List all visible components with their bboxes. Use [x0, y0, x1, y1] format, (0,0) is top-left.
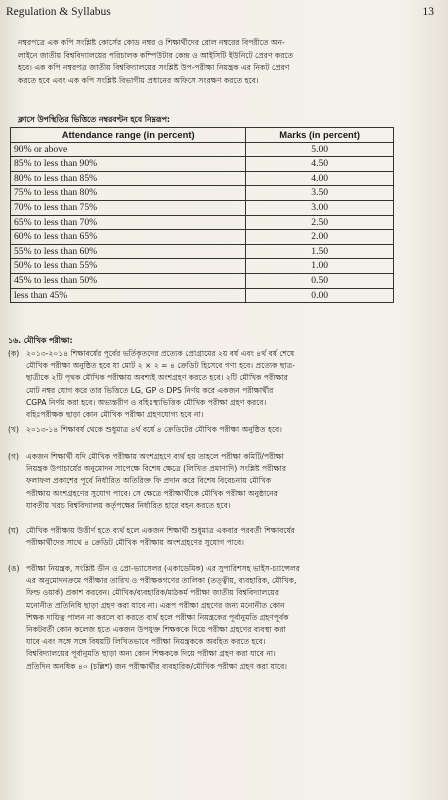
table-row [11, 186, 394, 201]
intro-paragraph [18, 37, 426, 87]
item-text [26, 424, 428, 436]
item-line: মোট নম্বর যোগ করে তার ভিত্তিতে LG, GP ও DPS নির্ণয় করে একজন পরীক্ষার্থীর [26, 385, 274, 395]
attendance-marks-table [10, 127, 394, 303]
table-caption: ক্লাসে উপস্থিতির ভিত্তিতে নম্বরবণ্টন হবে নিম্নরূপ: [18, 115, 171, 124]
table-row [11, 230, 394, 245]
item-line: পরীক্ষার্থীদের সাথে ৪ ক্রেডিট মৌখিক পরীক্ষায় অংশগ্রহণের সুযোগ পাবে। [26, 538, 245, 548]
attendance-range-cell: less than 45% [11, 288, 246, 303]
marks-cell: 3.00 [246, 200, 394, 215]
item-line: যাবতীয় খরচ বিশ্ববিদ্যালয় কর্তৃপক্ষের নির্ধারিত হারে বহন করতে হবে। [26, 500, 231, 510]
table-row [11, 273, 394, 288]
item-line: এর অনুমোদনক্রমে পরীক্ষার তারিখ ও পরীক্ষকগণের তালিকা (তত্ত্বীয়, ব্যবহারিক, মৌখিক, [26, 576, 297, 586]
section-heading: ১৬. মৌখিক পরীক্ষা: [8, 336, 73, 345]
item-text [26, 525, 428, 549]
item-text [26, 348, 428, 421]
table-body [11, 142, 394, 303]
attendance-range-cell: 45% to less than 50% [11, 273, 246, 288]
attendance-range-cell: 90% or above [11, 142, 246, 157]
item-marker: (ক) [8, 349, 20, 358]
marks-cell: 1.50 [246, 244, 394, 259]
paragraph-line: লাইনে জাতীয় বিশ্ববিদ্যালয়ের পরিচালক কম্পিউটার কেন্দ্র ও আইসিটি ইউনিটে প্রেরণ করতে [18, 50, 294, 60]
item-line: নিকটবর্তী কোন কলেজ হতে একজন উপযুক্ত শিক্ষককে দিয়ে পরীক্ষা গ্রহণের ব্যবস্থা করা [26, 625, 286, 635]
attendance-range-cell: 50% to less than 55% [11, 259, 246, 274]
item-text [26, 451, 428, 512]
item-line: ছাত্রীকে ২টি পৃথক মৌখিক পরীক্ষায় অবশ্যই অংশগ্রহণ করতে হবে। ২টি মৌখিক পরীক্ষার [26, 373, 288, 383]
attendance-range-cell: 55% to less than 60% [11, 244, 246, 259]
item-line: প্রতিদিন অনধিক ৪০ (চল্লিশ) জন পরীক্ষার্থীর ব্যবহারিক/মৌখিক পরীক্ষা গ্রহণ করা যাবে। [26, 661, 288, 671]
column-header-marks: Marks (in percent) [246, 128, 394, 143]
item-line: CGPA নির্ণয় করা হবে। অভ্যন্তরীণ ও বহিঃস্থ্যভিত্তিক মৌখিক পরীক্ষা গ্রহণ করবে। [26, 397, 267, 407]
item-line: মৌখিক পরীক্ষায় উত্তীর্ণ হতে ব্যর্থ হলে একজন শিক্ষার্থী শুধুমাত্র একবার পরবর্তী শিক্ষাবর্ষের [26, 526, 295, 535]
attendance-range-cell: 70% to less than 75% [11, 200, 246, 215]
marks-cell: 5.00 [246, 142, 394, 157]
table-row [11, 215, 394, 230]
table-row [11, 259, 394, 274]
table-row [11, 171, 394, 186]
item-line: বিশ্ববিদ্যালয়ের পূর্বানুমতি ছাড়া অন্য কোন শিক্ষককে দিয়ে পরীক্ষা গ্রহণ করা যাবে না। [26, 649, 276, 659]
item-marker: (গ) [8, 452, 19, 461]
marks-cell: 1.00 [246, 259, 394, 274]
item-line: মৌখিক পরীক্ষা অনুষ্ঠিত হবে যা মোট ২ × ২ = ৪ ক্রেডিট হিসেবে গণ্য হবে। প্রত্যেক ছাত্র- [26, 361, 296, 371]
item-marker: (ঙ) [8, 564, 20, 573]
item-line: নিয়ন্ত্রক উপাচার্যের অনুমোদন সাপেক্ষে বিশেষ ক্ষেত্রে (লিখিত প্রমাণাদি) সংশ্লিষ্ট পরীক্ষার [26, 464, 287, 474]
item-text [26, 563, 428, 673]
attendance-range-cell: 65% to less than 70% [11, 215, 246, 230]
item-line: ২০১৩-২০১৪ শিক্ষাবর্ষের পূর্বের ভর্তিকৃতদের প্রত্যেক প্রোগ্রামের ২য় বর্ষ এবং ৪র্থ বর্ষ শেষে [26, 349, 295, 358]
marks-cell: 0.50 [246, 273, 394, 288]
paragraph-line: হবে। এক কপি নম্বরপত্র জাতীয় বিশ্ববিদ্যালয়ের সংশ্লিষ্ট উপ-পরীক্ষা নিয়ন্ত্রক এর নিকট প্রেরণ [18, 63, 290, 73]
item-line: একজন শিক্ষার্থী যদি মৌখিক পরীক্ষায় অংশগ্রহণে ব্যর্থ হয় তাহলে পরীক্ষা কমিটি/পরীক্ষা [26, 452, 284, 461]
page-header [6, 6, 434, 22]
item-line: মনোনীত প্রতিনিধি ছাড়া গ্রহণ করা যাবে না। এরূপ পরীক্ষা গ্রহণের জন্য মনোনীত কোন [26, 600, 285, 610]
item-line: বহিঃপরীক্ষক ছাড়া কোন মৌখিক পরীক্ষা গ্রহণযোগ্য হবে না। [26, 410, 204, 420]
marks-cell: 2.00 [246, 230, 394, 245]
table-row [11, 200, 394, 215]
item-marker: (খ) [8, 425, 19, 434]
item-line: ফলাফল প্রকাশের পূর্বে নির্ধারিত অতিরিক্ত ফি প্রদান করে বিশেষ বিবেচনায় মৌখিক [26, 476, 272, 486]
item-line: পরীক্ষা নিয়ন্ত্রক, সংশ্লিষ্ট ডীন ও প্রো-ভ্যাসেলর (একাডেমিক) এর সুপারিশসহ ভাইস-চ্যান্সেলর [26, 564, 300, 573]
running-title: Regulation & Syllabus [6, 6, 111, 18]
attendance-range-cell: 85% to less than 90% [11, 157, 246, 172]
table-row [11, 244, 394, 259]
item-line: ২০১৩-১৪ শিক্ষাবর্ষ থেকে শুধুমাত্র ৪র্থ বর্ষে ৪ ক্রেডিটের মৌখিক পরীক্ষা অনুষ্ঠিত হবে। [26, 425, 282, 434]
paragraph-line: নম্বরপত্রে এক কপি সংশ্লিষ্ট কোর্সের কোড নম্বর ও শিক্ষার্থীদের রোল নম্বরের বিপরীতে অন- [18, 38, 285, 47]
table-header-row [11, 128, 394, 143]
item-line: ফিল্ড ওয়ার্ক) প্রকাশ করবেন। মৌখিক/ব্যবহারিক/মাঠকর্ম পরীক্ষা জাতীয় বিশ্ববিদ্যালয়ের [26, 588, 280, 598]
attendance-range-cell: 80% to less than 85% [11, 171, 246, 186]
paragraph-line: করতে হবে এবং এক কপি সংশ্লিষ্ট বিভাগীয় প্রধানের অফিসে সংরক্ষণ করতে হবে। [18, 75, 259, 85]
marks-cell: 0.00 [246, 288, 394, 303]
table-row [11, 288, 394, 303]
marks-cell: 3.50 [246, 186, 394, 201]
attendance-range-cell: 60% to less than 65% [11, 230, 246, 245]
marks-cell: 4.00 [246, 171, 394, 186]
column-header-attendance: Attendance range (in percent) [11, 128, 246, 143]
page-number: 13 [422, 6, 434, 18]
attendance-range-cell: 75% to less than 80% [11, 186, 246, 201]
marks-cell: 2.50 [246, 215, 394, 230]
marks-cell: 4.50 [246, 157, 394, 172]
item-line: শিক্ষক দায়িত্ব পালন না করলে বা করতে ব্যর্থ হলে পরীক্ষা নিয়ন্ত্রকের পূর্বানুমতি গ্রহণপূর্বক [26, 612, 289, 622]
item-line: পরীক্ষায় অংশগ্রহণের সুযোগ পাবে। সে ক্ষেত্রে পরীক্ষার্থীকে মৌখিক পরীক্ষা অনুষ্ঠানের [26, 488, 278, 498]
table-row [11, 142, 394, 157]
item-marker: (ঘ) [8, 526, 19, 535]
item-line: যাবে এবং সঙ্গে সঙ্গে বিষয়টি লিখিতভাবে পরীক্ষা নিয়ন্ত্রককে অবহিত করতে হবে। [26, 637, 266, 647]
table-row [11, 157, 394, 172]
